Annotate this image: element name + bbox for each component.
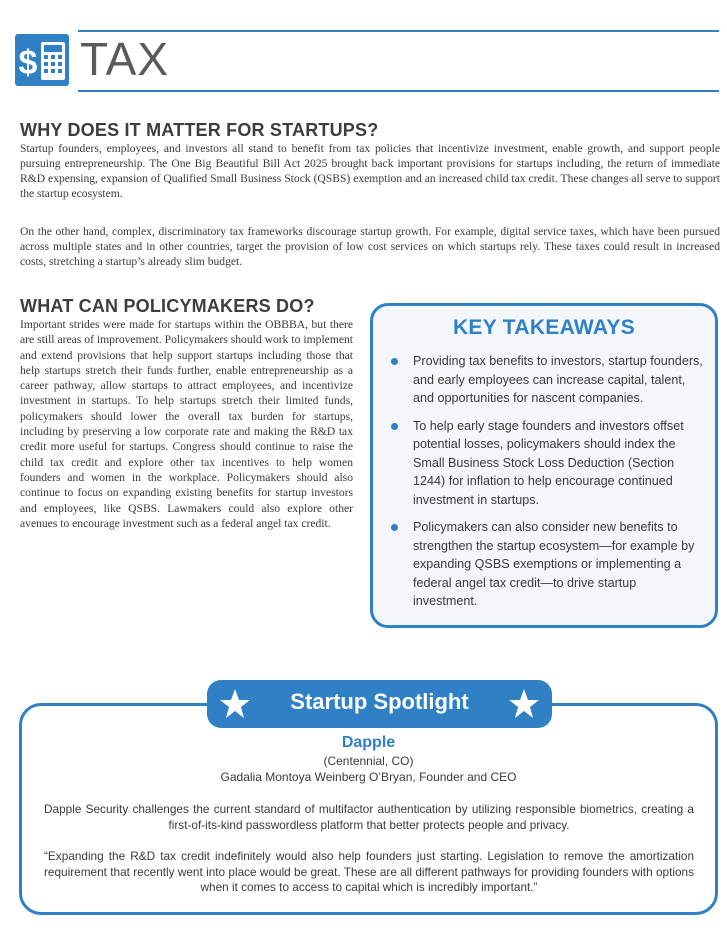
spotlight-quote: “Expanding the R&D tax credit indefinitely would also help founders just starting. Legislation to remove the amortization requirement that recently went into place would be great. These are all different pathways for providing founders with options when it comes to access to capital which is incredibly important.”	[44, 849, 694, 894]
why-heading: WHY DOES IT MATTER FOR STARTUPS?	[20, 120, 379, 140]
takeaways-list	[391, 352, 703, 620]
spotlight-banner	[207, 680, 552, 728]
spotlight-founder: Gadalia Montoya Weinberg O’Bryan, Founder and CEO	[220, 770, 517, 784]
takeaway-text: Policymakers can also consider new benefits to strengthen the startup ecosystem—for example by expanding QSBS exemptions or implementing a federal angel tax credit—to drive startup investment.	[413, 520, 695, 608]
policy-paragraph: Important strides were made for startups within the OBBBA, but there are still areas of improvement. Policymakers should work to implement and extend provisions that help support startups including those that help startups stretch their funds further, enable entrepreneurship as a career pathway, allow startups to attract employees, and incentivize investment in startups. To help startups stretch their limited funds, policymakers should lower the overall tax burden for startups, including by preserving a low corporate rate and making the R&D tax credit more useful for startups. Congress should continue to raise the child tax credit and explore other tax incentives to help women founders and women in the workplace. Policymakers should also continue to focus on expanding existing benefits for startup investors and employees, like QSBS. Lawmakers could also explore other avenues to encourage investment such as a federal angel tax credit.	[20, 318, 353, 530]
bullet-icon	[391, 358, 398, 365]
page-header	[14, 28, 719, 92]
svg-text:$: $	[18, 44, 38, 82]
spotlight-location: (Centennial, CO)	[323, 754, 414, 768]
dollar-calculator-icon	[14, 32, 70, 88]
bullet-icon	[391, 423, 398, 430]
header-rule-bottom	[78, 90, 719, 92]
header-rule-top	[78, 30, 719, 32]
bullet-icon	[391, 524, 398, 531]
why-paragraph-2: On the other hand, complex, discriminatory tax frameworks discourage startup growth. For example, digital service taxes, which have been pursued across multiple states and in other countries, target the provision of low cost services on which startups rely. These taxes could result in increased costs, stretching a startup’s already slim budget.	[20, 225, 720, 268]
page-title: TAX	[80, 33, 170, 85]
spotlight-company: Dapple	[341, 734, 396, 751]
key-takeaways-box	[370, 303, 718, 628]
takeaway-text: Providing tax benefits to investors, startup founders, and early employees can increase capital, talent, and opportunities for nascent companies.	[413, 354, 703, 405]
policy-heading: WHAT CAN POLICYMAKERS DO?	[20, 296, 315, 316]
takeaway-item	[391, 417, 703, 510]
spotlight-description: Dapple Security challenges the current standard of multifactor authentication by utilizing responsible biometrics, creating a first-of-its-kind passwordless platform that better protects people and privacy.	[44, 802, 694, 832]
takeaway-item	[391, 352, 703, 408]
why-paragraph-1: Startup founders, employees, and investors all stand to benefit from tax policies that incentivize investment, enable growth, and support people pursuing entrepreneurship. The One Big Beautiful Bill Act 2025 brought back important provisions for startups including, the return of immediate R&D expensing, expansion of Qualified Small Business Stock (QSBS) exemption and an increased child tax credit. These changes all serve to support the startup ecosystem.	[20, 142, 720, 200]
star-icon	[508, 688, 540, 720]
takeaway-item	[391, 518, 703, 611]
key-takeaways-title: KEY TAKEAWAYS	[452, 316, 636, 339]
takeaway-text: To help early stage founders and investors offset potential losses, policymakers should index the Small Business Stock Loss Deduction (Section 1244) for inflation to help encourage continued investment in startups.	[413, 418, 684, 507]
spotlight-title: Startup Spotlight	[290, 689, 469, 714]
